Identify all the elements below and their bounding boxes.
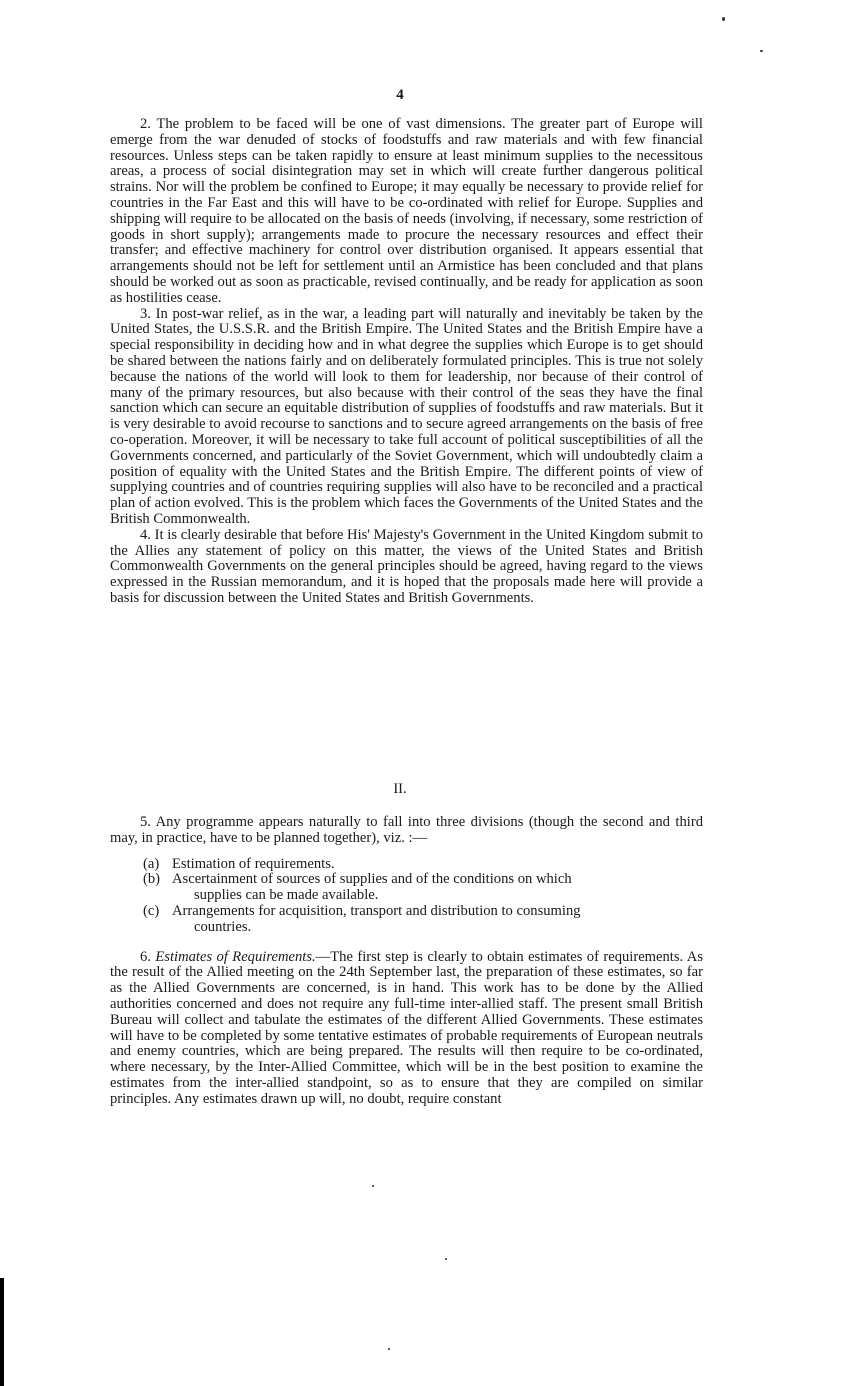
scan-speck — [760, 50, 763, 52]
paragraph-2: 2. The problem to be faced will be one of vast dimensions. The greater part of Europe will emerge from the war denuded of stocks of foodstuffs and raw materials and with few financial resources. Unless steps can be taken rapidly to ensure at least minimum supplies to the necessitous areas, a process of social disintegration may set in which will create further dangerous political strains. Nor will the problem be confined to Europe; it may equally be necessary to provide relief for countries in the Far East and this will have to be co-ordinated with relief for Europe. Supplies and shipping will require to be allocated on the basis of needs (involving, if necessary, some restriction of goods in short supply); arrangements made to procure the necessary resources and effect their transfer; and effective machinery for control over distribution organised. It appears essential that arrangements should not be left for settlement until an Armistice has been concluded and that plans should be worked out as soon as practicable, revised continually, and be ready for application as soon as hostilities cease. — [110, 116, 703, 306]
list-item — [110, 857, 703, 873]
list-marker: (b) — [143, 871, 161, 888]
scan-speck — [372, 1185, 374, 1187]
section-heading-ii: II. — [393, 781, 407, 797]
list-item — [110, 904, 703, 936]
paragraph-3: 3. In post-war relief, as in the war, a leading part will naturally and inevitably be taken by the United States, the U.S.S.R. and the British Empire. The United States and the British Empire have a special responsibility in deciding how and in what degree the supplies which Europe is to get should be shared between the nations fairly and on deliberately formulated principles. This is true not solely because the nations of the world will look to them for leadership, nor because of their control of many of the primary resources, but also because with their control of the seas they have the final sanction which can secure an equitable distribution of supplies of foodstuffs and raw materials. But it is very desirable to avoid recourse to sanctions and to secure agreed arrangements on the basis of free co-operation. Moreover, it will be necessary to take full account of political susceptibilities of all the Governments concerned, and particularly of the Soviet Government, which will undoubtedly claim a position of equality with the United States and the British Empire. The different points of view of supplying countries and of countries requiring supplies will also have to be reconciled and a practical plan of action evolved. This is the problem which faces the Governments of the United States and the British Commonwealth. — [110, 305, 703, 527]
section-one-body — [110, 117, 703, 607]
section-two-body — [110, 815, 703, 1108]
scan-edge-shadow — [0, 1278, 4, 1386]
list-marker: (a) — [143, 855, 160, 872]
scan-speck — [445, 1258, 447, 1260]
list-item — [110, 872, 703, 904]
paragraph-6 — [110, 950, 703, 1108]
paragraph-6-body: —The first step is clearly to obtain estimates of requirements. As the result of the Allied meeting on the 24th September last, the preparation of these estimates, so far as the Allied Governments are concerned, is in hand. This work has to be done by the Allied authorities concerned and does not require any full-time inter-allied staff. The present small British Bureau will collect and tabulate the estimates of the different Allied Governments. These estimates will have to be completed by some tentative estimates of probable requirements of European neutrals and enemy countries, which are being prepared. The results will then require to be co-ordinated, where necessary, by the Inter-Allied Committee, which will be in the best position to examine the estimates from the inter-allied standpoint, so as to ensure that they are compiled on similar principles. Any estimates drawn up will, no doubt, require constant — [110, 948, 704, 1107]
list-item-text: Arrangements for acquisition, transport and distribution to consuming — [172, 902, 581, 919]
list-item-text: Estimation of requirements. — [172, 855, 335, 872]
list-item-text: Ascertainment of sources of supplies and of the conditions on which — [172, 871, 572, 888]
paragraph-5: 5. Any programme appears naturally to fall into three divisions (though the second and third may, in practice, have to be planned together), viz. :— — [110, 814, 703, 846]
list-marker: (c) — [143, 902, 160, 919]
divisions-list — [110, 857, 703, 936]
paragraph-4: 4. It is clearly desirable that before His' Majesty's Government in the United Kingdom submit to the Allies any statement of policy on this matter, the views of the United States and British Commonwealth Governments on the general principles should be agreed, having regard to the views expressed in the Russian memorandum, and it is hoped that the proposals made here will provide a basis for discussion between the United States and British Governments. — [110, 526, 703, 606]
paragraph-6-title: Estimates of Requirements. — [155, 948, 316, 965]
paragraph-6-number: 6. — [140, 948, 151, 965]
list-item-continuation: countries. — [194, 918, 252, 935]
list-item-continuation: supplies can be made available. — [194, 887, 379, 904]
page-number: 4 — [396, 87, 404, 103]
scan-speck — [722, 17, 725, 21]
scan-speck — [388, 1348, 390, 1350]
